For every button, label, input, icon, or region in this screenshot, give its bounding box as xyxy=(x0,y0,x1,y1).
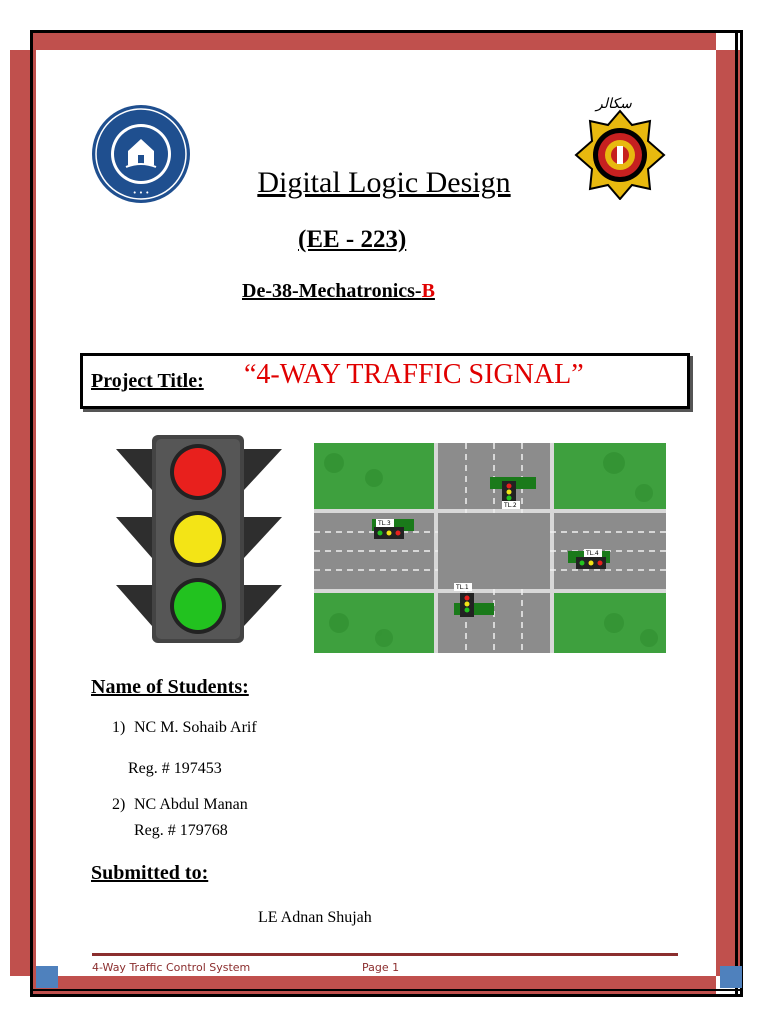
project-title-label: Project Title: xyxy=(91,370,204,392)
student-2-marker: 2) xyxy=(112,796,126,813)
student-1-reg: Reg. # 197453 xyxy=(128,760,222,777)
corner-square-left xyxy=(36,966,58,988)
student-2-name: NC Abdul Manan xyxy=(134,796,248,813)
document-title: Digital Logic Design xyxy=(257,166,511,199)
yellow-light-icon xyxy=(174,515,222,563)
footer-rule xyxy=(92,953,678,956)
section-suffix: B xyxy=(421,280,435,302)
page-border-bottom xyxy=(30,976,716,994)
intersection-diagram xyxy=(314,443,666,653)
student-2-reg: Reg. # 179768 xyxy=(134,822,228,839)
section-prefix: De-38-Mechatronics- xyxy=(242,280,422,302)
svg-text:• • •: • • • xyxy=(132,189,150,197)
submitted-to-name: LE Adnan Shujah xyxy=(258,909,372,926)
signal-label-tl3: TL.3 xyxy=(378,520,391,527)
students-heading: Name of Students: xyxy=(91,676,249,698)
student-1-name: NC M. Sohaib Arif xyxy=(134,719,257,736)
frame-line-bottom xyxy=(30,994,742,997)
red-light-icon xyxy=(174,448,222,496)
page-border-top xyxy=(30,32,716,50)
course-code: (EE - 223) xyxy=(298,226,407,253)
section-label xyxy=(242,280,435,303)
signal-label-tl2: TL.2 xyxy=(504,502,517,509)
signal-label-tl4: TL.4 xyxy=(586,550,599,557)
footer-page-number: Page 1 xyxy=(362,961,400,974)
frame-line-top xyxy=(30,30,742,33)
project-title-value: “4-WAY TRAFFIC SIGNAL” xyxy=(244,359,584,390)
corner-square-right xyxy=(720,966,742,988)
green-light-icon xyxy=(174,582,222,630)
submitted-heading: Submitted to: xyxy=(91,862,209,884)
student-1-marker: 1) xyxy=(112,719,126,736)
crest-caption: سکالر xyxy=(596,97,632,112)
footer-left-text: 4-Way Traffic Control System xyxy=(92,961,251,974)
signal-label-tl1: TL.1 xyxy=(456,584,469,591)
frame-line-bottom-inner xyxy=(30,989,742,991)
traffic-light-image xyxy=(110,432,288,650)
